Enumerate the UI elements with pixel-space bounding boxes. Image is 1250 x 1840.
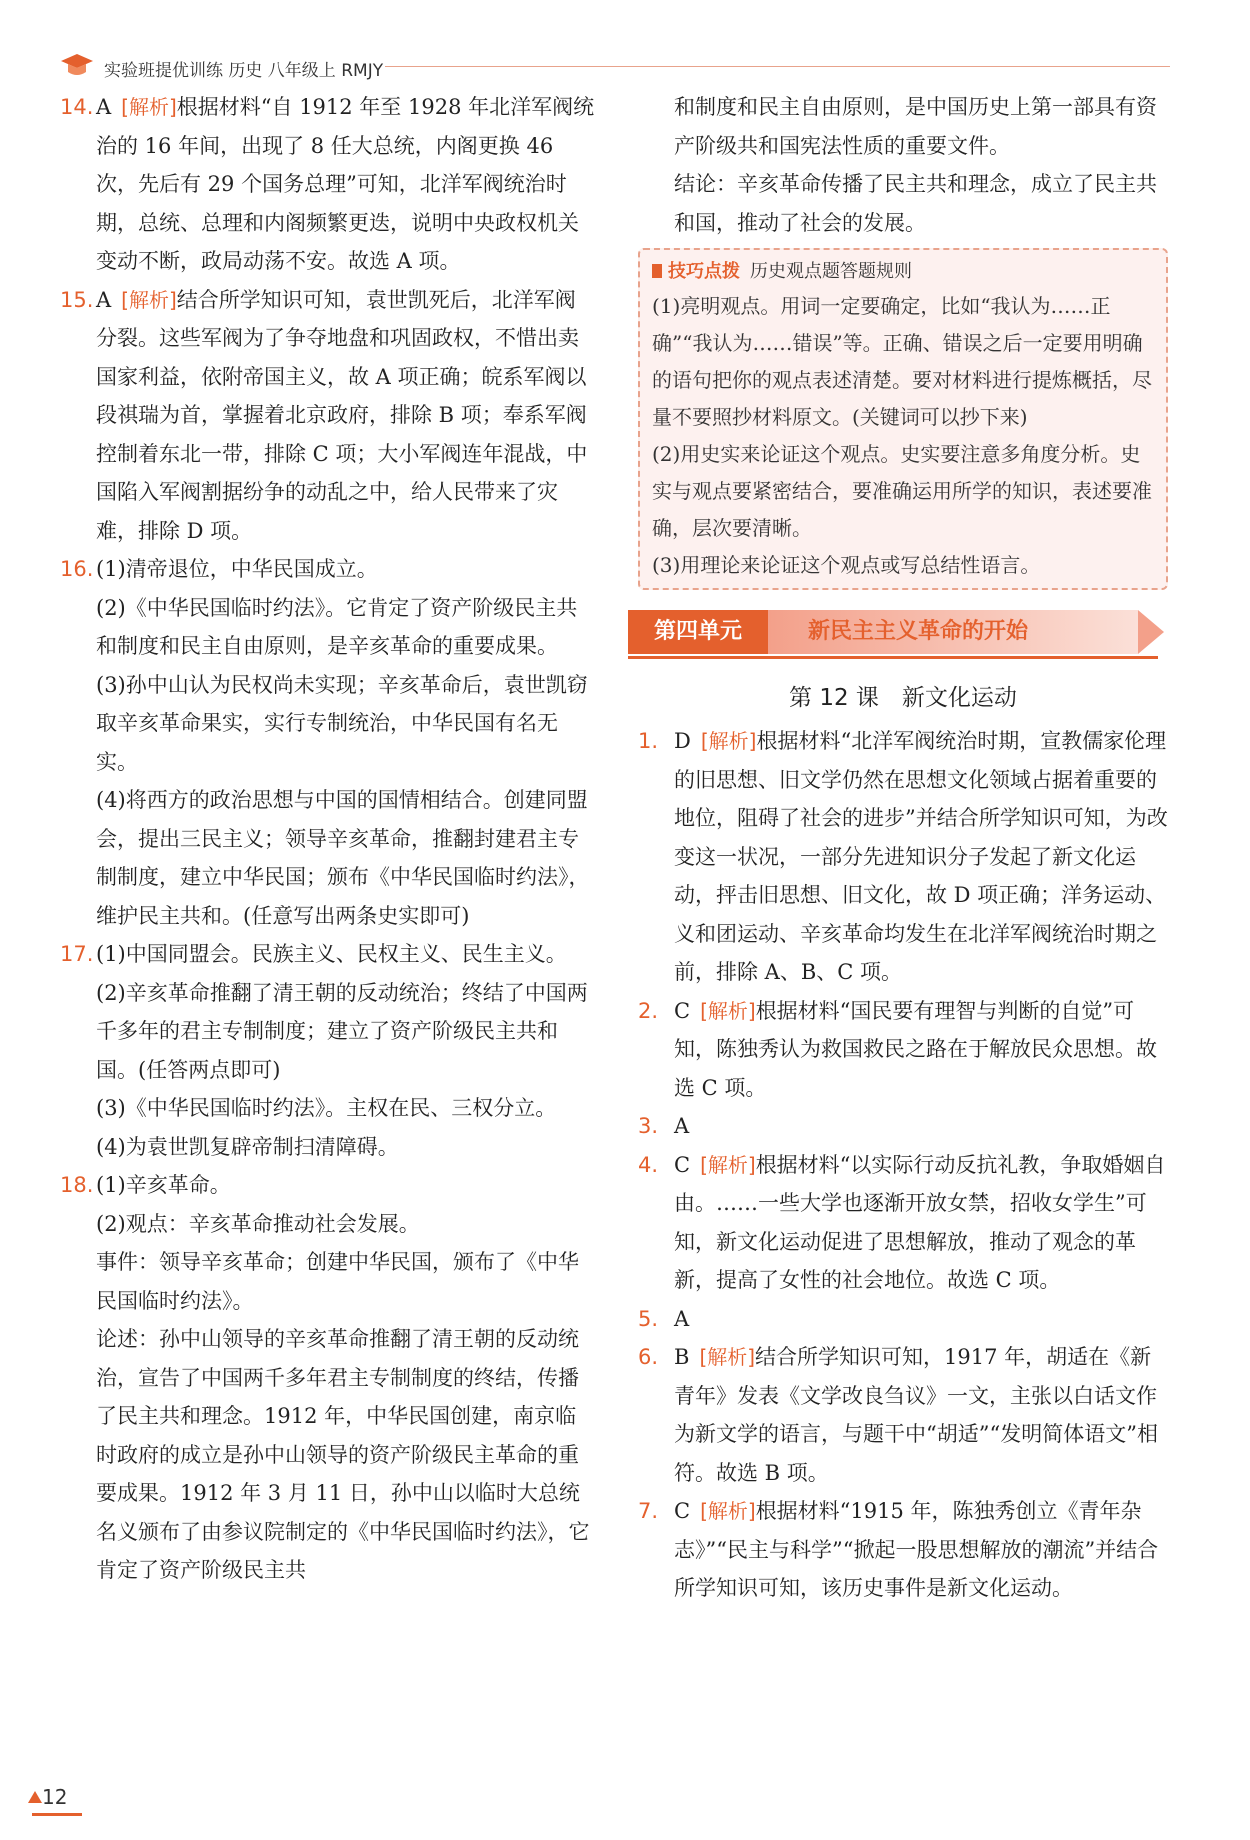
answer-line: (1)中国同盟会。民族主义、民权主义、民生主义。 [96, 942, 567, 966]
tips-title: 历史观点题答题规则 [750, 261, 912, 282]
question-5 [638, 1300, 1168, 1339]
analysis-tag: [解析] [699, 1345, 756, 1369]
answer-letter: C [674, 1499, 691, 1523]
answer-text: 结合所学知识可知，1917 年，胡适在《新青年》发表《文学改良刍议》一文，主张以白话文作为新文学的语言，与题干中“胡适”“发明简体语文”相符。故选 B 项。 [674, 1345, 1158, 1485]
answer-letter: A [96, 287, 112, 312]
answer-line: (3)《中华民国临时约法》。主权在民、三权分立。 [96, 1096, 557, 1120]
question-number: 7. [638, 1499, 659, 1523]
question-18 [60, 1166, 595, 1590]
analysis-tag: [解析] [700, 1152, 756, 1177]
lesson-title: 第 12 课 新文化运动 [789, 685, 1017, 711]
arrow-up-icon [28, 1791, 42, 1803]
tips-line: (1)亮明观点。用词一定要确定，比如“我认为……正确”“我认为……错误”等。正确、错误之后一定要用明确的语句把你的观点表述清楚。要对材料进行提炼概括，尽量不要照抄材料原文。(关键词可以抄下来) [652, 294, 1152, 429]
question-number: 2. [638, 998, 659, 1023]
page-footer [28, 1783, 88, 1819]
answer-letter: C [674, 1152, 691, 1177]
question-number: 1. [638, 729, 659, 753]
question-number: 6. [638, 1345, 659, 1369]
question-number: 18. [60, 1173, 94, 1197]
tips-line: (3)用理论来论证这个观点或写总结性语言。 [652, 553, 1041, 577]
answer-line: 论述：孙中山领导的辛亥革命推翻了清王朝的反动统治，宣告了中国两千多年君主专制制度的终结，传播了民主共和理念。1912 年，中华民国创建，南京临时政府的成立是孙中山领导的资产阶级民主革命的重要成果。1912 年 3 月 11 日，孙中山以临时大总统名义颁布了由参议院制定的《中华民国临时约法》，它肯定了资产阶级民主共 [96, 1327, 590, 1582]
question-17 [60, 935, 595, 1166]
bookmark-icon [652, 264, 662, 278]
answer-letter: A [96, 95, 112, 119]
question-4 [638, 1146, 1168, 1300]
question-number: 16. [60, 557, 94, 581]
answer-line: (2)《中华民国临时约法》。它肯定了资产阶级民主共和制度和民主自由原则，是辛亥革命的重要成果。 [96, 595, 578, 658]
question-number: 17. [60, 942, 94, 966]
question-1 [638, 722, 1168, 992]
answer-text: 结合所学知识可知，袁世凯死后，北洋军阀分裂。这些军阀为了争夺地盘和巩固政权，不惜出卖国家利益，依附帝国主义，故 A 项正确；皖系军阀以段祺瑞为首，掌握着北京政府，排除 B 项；奉系军阀控制着东北一带，排除 C 项；大小军阀连年混战，中国陷入军阀割据纷争的动乱之中，给人民带来了灾难，排除 D 项。 [96, 287, 588, 543]
answer-line: (2)观点：辛亥革命推动社会发展。 [96, 1211, 420, 1236]
answer-text: 根据材料“1915 年，陈独秀创立《青年杂志》”“民主与科学”“掀起一股思想解放的潮流”并结合所学知识可知，该历史事件是新文化运动。 [674, 1499, 1159, 1600]
analysis-tag: [解析] [700, 998, 756, 1023]
graduation-cap-icon [60, 52, 94, 80]
answer-text: 根据材料“以实际行动反抗礼教，争取婚姻自由。……一些大学也逐渐开放女禁，招收女学生”可知，新文化运动促进了思想解放，推动了观念的革新，提高了女性的社会地位。故选 C 项。 [674, 1152, 1166, 1292]
chevron-right-icon [1138, 610, 1164, 654]
question-3 [638, 1107, 1168, 1146]
page-header [40, 52, 1170, 88]
answer-line: (4)为袁世凯复辟帝制扫清障碍。 [96, 1134, 399, 1159]
question-number: 3. [638, 1114, 659, 1138]
right-column [638, 88, 1168, 1608]
header-title: 实验班提优训练 历史 八年级上 RMJY [104, 61, 384, 81]
question-number: 15. [60, 287, 94, 312]
question-14 [60, 88, 595, 281]
answer-line: (2)辛亥革命推翻了清王朝的反动统治；终结了中国两千多年的君主专制制度；建立了资产阶级民主共和国。(任答两点即可) [96, 980, 588, 1082]
answer-line: 事件：领导辛亥革命；创建中华民国，颁布了《中华民国临时约法》。 [96, 1250, 579, 1313]
question-number: 14. [60, 95, 94, 119]
tips-label: 技巧点拨 [668, 261, 740, 282]
analysis-tag: [解析] [700, 1499, 756, 1523]
page-number: 12 [42, 1785, 68, 1809]
unit-number: 第四单元 [628, 610, 768, 654]
tips-box [638, 248, 1168, 590]
question-16 [60, 550, 595, 935]
answer-letter: B [674, 1345, 690, 1369]
answer-letter: A [674, 1306, 690, 1331]
footer-rule [32, 1813, 82, 1816]
question-15 [60, 281, 595, 551]
header-rule [385, 66, 1170, 67]
answer-text: 根据材料“北洋军阀统治时期，宣教儒家伦理的旧思想、旧文学仍然在思想文化领域占据着重要的地位，阻碍了社会的进步”并结合所学知识可知，为改变这一状况，一部分先进知识分子发起了新文化运动，抨击旧思想、旧文化，故 D 项正确；洋务运动、义和团运动、辛亥革命均发生在北洋军阀统治时期之前，排除 A、B、C 项。 [674, 729, 1168, 984]
analysis-tag: [解析] [121, 287, 177, 312]
analysis-tag: [解析] [700, 729, 757, 753]
question-7 [638, 1492, 1168, 1608]
tips-title-row [652, 256, 1156, 288]
question-6 [638, 1338, 1168, 1492]
answer-letter: D [674, 729, 691, 753]
question-18-continued [638, 88, 1168, 242]
question-number: 4. [638, 1152, 659, 1177]
answer-line: 结论：辛亥革命传播了民主共和理念，成立了民主共和国，推动了社会的发展。 [674, 172, 1157, 235]
question-number: 5. [638, 1306, 659, 1331]
question-2 [638, 992, 1168, 1108]
answer-line: (1)辛亥革命。 [96, 1173, 231, 1197]
banner-underline [628, 656, 1158, 659]
answer-line: (4)将西方的政治思想与中国的国情相结合。创建同盟会，提出三民主义；领导辛亥革命，推翻封建君主专制制度，建立中华民国；颁布《中华民国临时约法》，维护民主共和。(任意写出两条史实即可) [96, 788, 590, 928]
answer-line: 和制度和民主自由原则，是中国历史上第一部具有资产阶级共和国宪法性质的重要文件。 [674, 95, 1157, 158]
tips-line: (2)用史实来论证这个观点。史实要注意多角度分析。史实与观点要紧密结合，要准确运用所学的知识，表述要准确，层次要清晰。 [652, 442, 1152, 540]
unit-banner [628, 604, 1173, 668]
answer-text: 根据材料“国民要有理智与判断的自觉”可知，陈独秀认为救国救民之路在于解放民众思想。故选 C 项。 [674, 998, 1157, 1100]
unit-title: 新民主主义革命的开始 [768, 610, 1138, 654]
answer-line: (1)清帝退位，中华民国成立。 [96, 557, 378, 581]
analysis-tag: [解析] [121, 95, 177, 119]
answer-letter: C [674, 998, 691, 1023]
answer-text: 根据材料“自 1912 年至 1928 年北洋军阀统治的 16 年间，出现了 8 任大总统，内阁更换 46 次，先后有 29 个国务总理”可知，北洋军阀统治时期，总统、总理和内阁频繁更迭，说明中央政权机关变动不断，政局动荡不安。故选 A 项。 [96, 95, 595, 273]
answer-line: (3)孙中山认为民权尚未实现；辛亥革命后，袁世凯窃取辛亥革命果实，实行专制统治，中华民国有名无实。 [96, 672, 588, 774]
left-column [60, 88, 595, 1590]
answer-letter: A [674, 1114, 690, 1138]
